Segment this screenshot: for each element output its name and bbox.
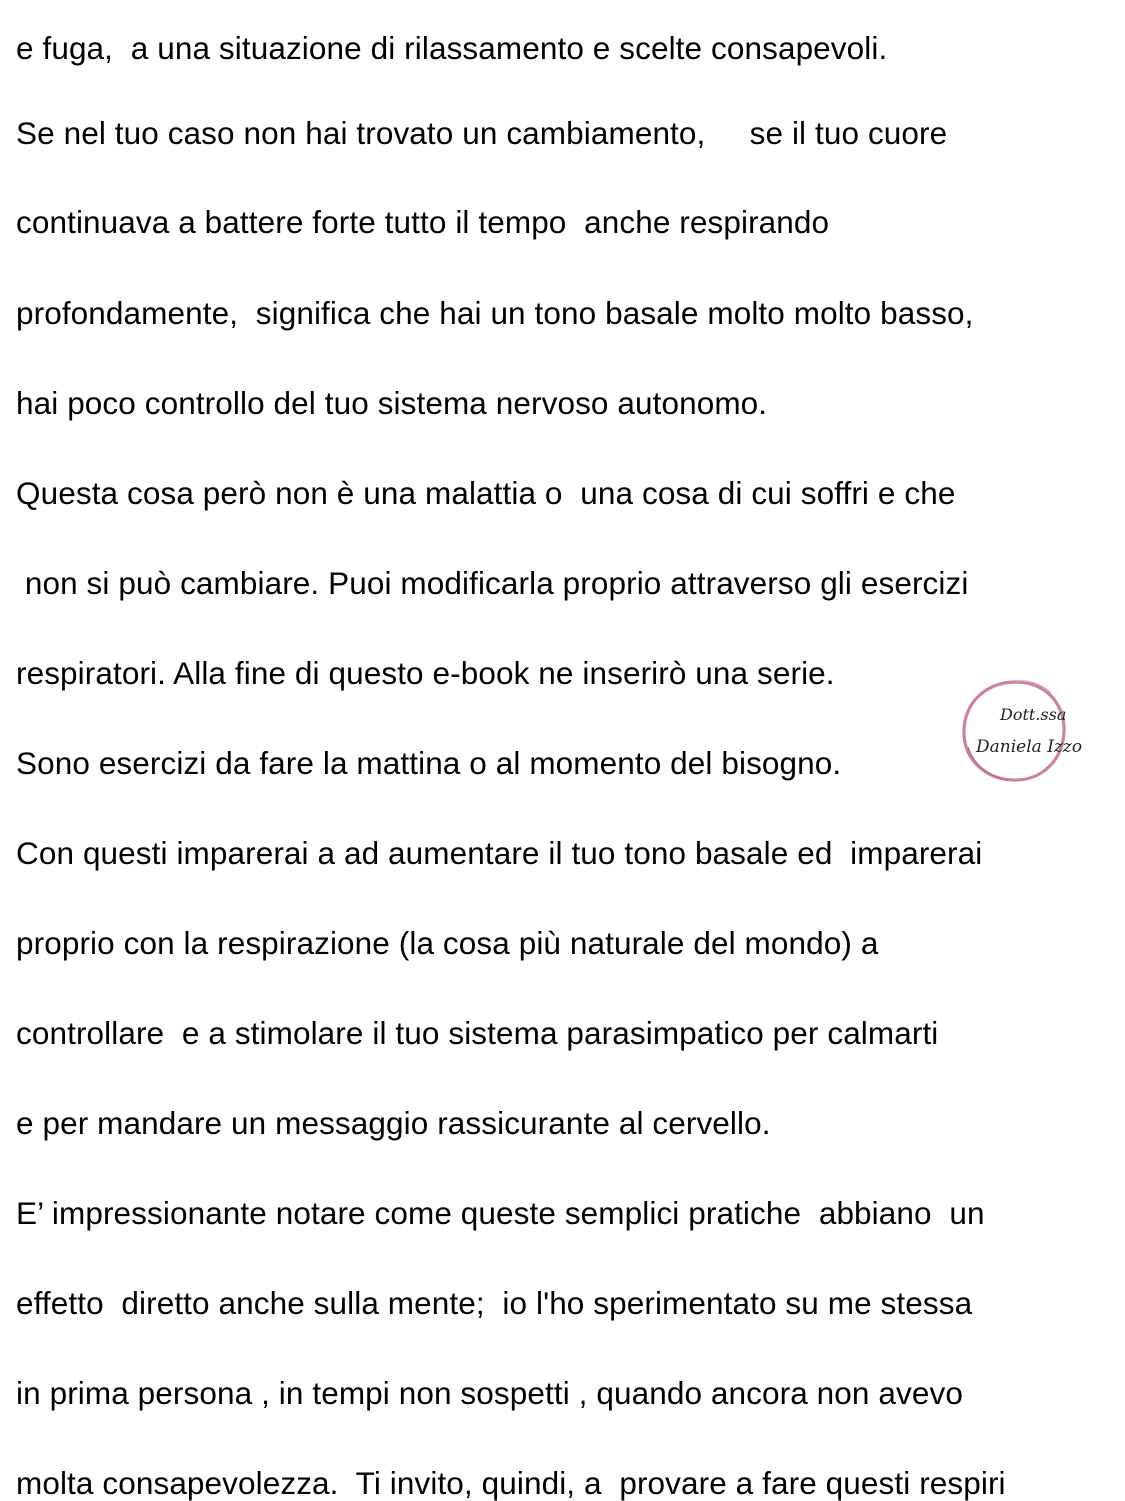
body-line-10: Con questi imparerai a ad aumentare il tuo tono basale ed imparerai — [16, 835, 983, 871]
body-line-6: Questa cosa però non è una malattia o una cosa di cui soffri e che — [16, 475, 956, 511]
body-line-12: controllare e a stimolare il tuo sistema parasimpatico per calmarti — [16, 1015, 939, 1051]
body-line-17: molta consapevolezza. Ti invito, quindi, a provare a fare questi respiri — [16, 1465, 1006, 1501]
body-line-11: proprio con la respirazione (la cosa più naturale del mondo) a — [16, 925, 879, 961]
body-line-1: e fuga, a una situazione di rilassamento e scelte consapevoli. — [16, 30, 888, 66]
body-line-9: Sono esercizi da fare la mattina o al momento del bisogno. — [16, 745, 842, 781]
body-line-14: E’ impressionante notare come queste semplici pratiche abbiano un — [16, 1195, 985, 1231]
body-line-7: non si può cambiare. Puoi modificarla proprio attraverso gli esercizi — [16, 565, 969, 601]
signature-stamp — [958, 677, 1070, 785]
body-line-16: in prima persona , in tempi non sospetti , quando ancora non avevo — [16, 1375, 963, 1411]
body-line-4: profondamente, significa che hai un tono basale molto molto basso, — [16, 295, 974, 331]
body-line-5: hai poco controllo del tuo sistema nervoso autonomo. — [16, 385, 768, 421]
body-line-8: respiratori. Alla fine di questo e-book ne inserirò una serie. — [16, 655, 835, 691]
body-line-13: e per mandare un messaggio rassicurante al cervello. — [16, 1105, 771, 1141]
stamp-ring-icon — [958, 677, 1070, 785]
body-line-15: effetto diretto anche sulla mente; io l'ho sperimentato su me stessa — [16, 1285, 973, 1321]
body-line-2: Se nel tuo caso non hai trovato un cambiamento, se il tuo cuore — [16, 115, 948, 151]
body-line-3: continuava a battere forte tutto il tempo anche respirando — [16, 204, 830, 240]
stamp-title: Dott.ssa — [1000, 705, 1067, 724]
stamp-name: Daniela Izzo — [976, 737, 1083, 757]
